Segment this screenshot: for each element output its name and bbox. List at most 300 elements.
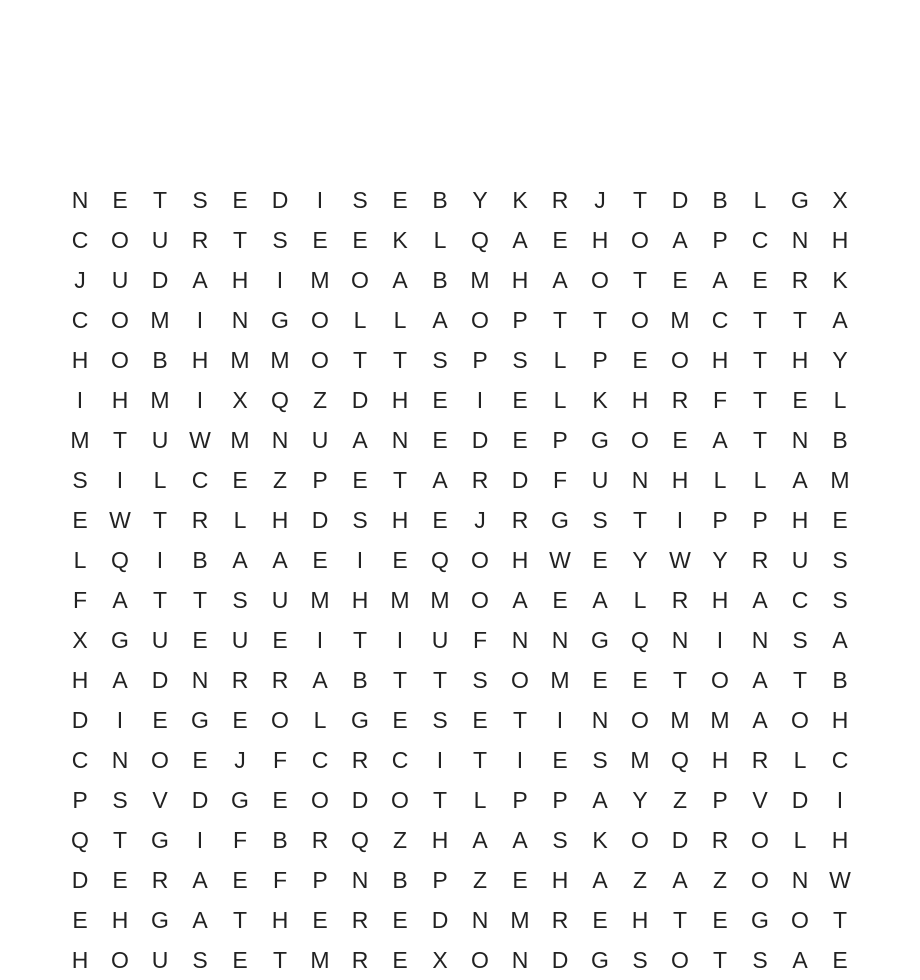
grid-cell[interactable]: E bbox=[432, 386, 448, 413]
grid-cell[interactable]: A bbox=[112, 586, 128, 613]
grid-cell[interactable]: X bbox=[232, 386, 248, 413]
grid-cell[interactable]: O bbox=[751, 866, 769, 893]
grid-cell[interactable]: A bbox=[192, 866, 208, 893]
grid-cell[interactable]: S bbox=[592, 746, 608, 773]
grid-cell[interactable]: C bbox=[71, 746, 89, 773]
grid-cell[interactable]: E bbox=[552, 586, 568, 613]
grid-cell[interactable]: G bbox=[271, 306, 289, 333]
grid-cell[interactable]: Y bbox=[712, 546, 728, 573]
grid-cell[interactable]: P bbox=[512, 306, 528, 333]
grid-cell[interactable]: P bbox=[552, 786, 568, 813]
grid-cell[interactable]: S bbox=[272, 226, 288, 253]
grid-cell[interactable]: O bbox=[711, 666, 729, 693]
grid-cell[interactable]: A bbox=[192, 906, 208, 933]
grid-cell[interactable]: K bbox=[512, 186, 528, 213]
grid-cell[interactable]: G bbox=[351, 706, 369, 733]
grid-cell[interactable]: P bbox=[712, 506, 728, 533]
grid-cell[interactable]: R bbox=[191, 226, 209, 253]
grid-cell[interactable]: P bbox=[592, 346, 608, 373]
grid-cell[interactable]: L bbox=[233, 506, 247, 533]
grid-cell[interactable]: E bbox=[312, 546, 328, 573]
grid-cell[interactable]: A bbox=[592, 586, 608, 613]
grid-cell[interactable]: O bbox=[391, 786, 409, 813]
grid-cell[interactable]: G bbox=[791, 186, 809, 213]
grid-cell[interactable]: A bbox=[752, 586, 768, 613]
grid-cell[interactable]: R bbox=[711, 826, 729, 853]
grid-cell[interactable]: H bbox=[271, 506, 289, 533]
grid-cell[interactable]: L bbox=[793, 746, 807, 773]
grid-cell[interactable]: E bbox=[672, 426, 688, 453]
grid-cell[interactable]: A bbox=[672, 866, 688, 893]
grid-cell[interactable]: N bbox=[111, 746, 129, 773]
grid-cell[interactable]: H bbox=[431, 826, 449, 853]
grid-cell[interactable]: N bbox=[351, 866, 369, 893]
grid-cell[interactable]: R bbox=[551, 906, 569, 933]
grid-cell[interactable]: T bbox=[592, 306, 608, 333]
grid-cell[interactable]: U bbox=[311, 426, 329, 453]
grid-cell[interactable]: D bbox=[551, 946, 569, 973]
grid-cell[interactable]: N bbox=[751, 626, 769, 653]
grid-cell[interactable]: I bbox=[436, 746, 444, 773]
grid-cell[interactable]: T bbox=[472, 746, 488, 773]
grid-cell[interactable]: M bbox=[510, 906, 530, 933]
grid-cell[interactable]: T bbox=[672, 906, 688, 933]
grid-cell[interactable]: S bbox=[752, 946, 768, 973]
grid-cell[interactable]: A bbox=[312, 666, 328, 693]
grid-cell[interactable]: H bbox=[351, 586, 369, 613]
grid-cell[interactable]: H bbox=[831, 706, 849, 733]
grid-cell[interactable]: R bbox=[471, 466, 489, 493]
grid-cell[interactable]: J bbox=[234, 746, 246, 773]
grid-cell[interactable]: N bbox=[71, 186, 89, 213]
grid-cell[interactable]: T bbox=[752, 386, 768, 413]
grid-cell[interactable]: R bbox=[671, 386, 689, 413]
grid-cell[interactable]: I bbox=[276, 266, 284, 293]
grid-cell[interactable]: N bbox=[191, 666, 209, 693]
grid-cell[interactable]: D bbox=[431, 906, 449, 933]
grid-cell[interactable]: E bbox=[352, 226, 368, 253]
grid-cell[interactable]: M bbox=[150, 306, 170, 333]
grid-cell[interactable]: A bbox=[712, 266, 728, 293]
grid-cell[interactable]: V bbox=[152, 786, 168, 813]
grid-cell[interactable]: L bbox=[473, 786, 487, 813]
grid-cell[interactable]: H bbox=[711, 746, 729, 773]
grid-cell[interactable]: O bbox=[311, 786, 329, 813]
grid-cell[interactable]: T bbox=[792, 666, 808, 693]
grid-cell[interactable]: P bbox=[512, 786, 528, 813]
grid-cell[interactable]: D bbox=[151, 266, 169, 293]
grid-cell[interactable]: T bbox=[352, 346, 368, 373]
grid-cell[interactable]: T bbox=[392, 466, 408, 493]
grid-cell[interactable]: O bbox=[671, 946, 689, 973]
grid-cell[interactable]: B bbox=[272, 826, 288, 853]
grid-cell[interactable]: B bbox=[392, 866, 408, 893]
grid-cell[interactable]: J bbox=[74, 266, 86, 293]
grid-cell[interactable]: E bbox=[392, 706, 408, 733]
grid-cell[interactable]: E bbox=[232, 946, 248, 973]
grid-cell[interactable]: X bbox=[832, 186, 848, 213]
grid-cell[interactable]: I bbox=[836, 786, 844, 813]
grid-cell[interactable]: P bbox=[72, 786, 88, 813]
grid-cell[interactable]: T bbox=[432, 666, 448, 693]
grid-cell[interactable]: J bbox=[594, 186, 606, 213]
grid-cell[interactable]: T bbox=[752, 426, 768, 453]
grid-cell[interactable]: S bbox=[192, 946, 208, 973]
grid-cell[interactable]: T bbox=[632, 266, 648, 293]
grid-cell[interactable]: A bbox=[832, 626, 848, 653]
grid-cell[interactable]: O bbox=[631, 306, 649, 333]
grid-cell[interactable]: Q bbox=[111, 546, 129, 573]
grid-cell[interactable]: M bbox=[310, 946, 330, 973]
grid-cell[interactable]: E bbox=[432, 506, 448, 533]
grid-cell[interactable]: S bbox=[432, 346, 448, 373]
grid-cell[interactable]: O bbox=[631, 826, 649, 853]
grid-cell[interactable]: Y bbox=[832, 346, 848, 373]
grid-cell[interactable]: H bbox=[511, 266, 529, 293]
grid-cell[interactable]: Z bbox=[392, 826, 408, 853]
grid-cell[interactable]: N bbox=[791, 866, 809, 893]
grid-cell[interactable]: E bbox=[312, 226, 328, 253]
grid-cell[interactable]: A bbox=[592, 866, 608, 893]
grid-cell[interactable]: Q bbox=[271, 386, 289, 413]
grid-cell[interactable]: O bbox=[791, 906, 809, 933]
grid-cell[interactable]: U bbox=[151, 626, 169, 653]
grid-cell[interactable]: D bbox=[151, 666, 169, 693]
grid-cell[interactable]: F bbox=[552, 466, 568, 493]
grid-cell[interactable]: A bbox=[512, 586, 528, 613]
grid-cell[interactable]: L bbox=[313, 706, 327, 733]
grid-cell[interactable]: O bbox=[471, 306, 489, 333]
grid-cell[interactable]: E bbox=[832, 506, 848, 533]
grid-cell[interactable]: H bbox=[791, 506, 809, 533]
grid-cell[interactable]: S bbox=[832, 546, 848, 573]
grid-cell[interactable]: T bbox=[112, 826, 128, 853]
grid-cell[interactable]: H bbox=[191, 346, 209, 373]
grid-cell[interactable]: A bbox=[552, 266, 568, 293]
grid-cell[interactable]: M bbox=[710, 706, 730, 733]
grid-cell[interactable]: C bbox=[311, 746, 329, 773]
grid-cell[interactable]: O bbox=[631, 226, 649, 253]
grid-cell[interactable]: W bbox=[549, 546, 571, 573]
grid-cell[interactable]: M bbox=[670, 706, 690, 733]
grid-cell[interactable]: G bbox=[751, 906, 769, 933]
grid-cell[interactable]: D bbox=[351, 786, 369, 813]
grid-cell[interactable]: K bbox=[592, 826, 608, 853]
grid-cell[interactable]: G bbox=[591, 426, 609, 453]
grid-cell[interactable]: H bbox=[711, 346, 729, 373]
grid-cell[interactable]: C bbox=[711, 306, 729, 333]
grid-cell[interactable]: P bbox=[432, 866, 448, 893]
grid-cell[interactable]: O bbox=[151, 746, 169, 773]
grid-cell[interactable]: R bbox=[311, 826, 329, 853]
grid-cell[interactable]: H bbox=[671, 466, 689, 493]
grid-cell[interactable]: A bbox=[512, 826, 528, 853]
grid-cell[interactable]: G bbox=[591, 946, 609, 973]
grid-cell[interactable]: H bbox=[591, 226, 609, 253]
grid-cell[interactable]: T bbox=[712, 946, 728, 973]
grid-cell[interactable]: N bbox=[511, 946, 529, 973]
grid-cell[interactable]: T bbox=[632, 186, 648, 213]
grid-cell[interactable]: Q bbox=[671, 746, 689, 773]
grid-cell[interactable]: H bbox=[631, 386, 649, 413]
grid-cell[interactable]: L bbox=[553, 386, 567, 413]
grid-cell[interactable]: W bbox=[189, 426, 211, 453]
grid-cell[interactable]: E bbox=[192, 626, 208, 653]
grid-cell[interactable]: A bbox=[792, 946, 808, 973]
grid-cell[interactable]: E bbox=[392, 906, 408, 933]
grid-cell[interactable]: E bbox=[512, 866, 528, 893]
grid-cell[interactable]: Y bbox=[472, 186, 488, 213]
grid-cell[interactable]: B bbox=[192, 546, 208, 573]
grid-cell[interactable]: P bbox=[552, 426, 568, 453]
grid-cell[interactable]: B bbox=[432, 186, 448, 213]
grid-cell[interactable]: O bbox=[471, 586, 489, 613]
grid-cell[interactable]: R bbox=[671, 586, 689, 613]
grid-cell[interactable]: D bbox=[71, 706, 89, 733]
grid-cell[interactable]: E bbox=[392, 186, 408, 213]
grid-cell[interactable]: E bbox=[512, 426, 528, 453]
grid-cell[interactable]: T bbox=[432, 786, 448, 813]
grid-cell[interactable]: G bbox=[151, 906, 169, 933]
grid-cell[interactable]: B bbox=[432, 266, 448, 293]
grid-cell[interactable]: Z bbox=[472, 866, 488, 893]
grid-cell[interactable]: S bbox=[352, 186, 368, 213]
grid-cell[interactable]: K bbox=[392, 226, 408, 253]
grid-cell[interactable]: M bbox=[630, 746, 650, 773]
grid-cell[interactable]: O bbox=[471, 946, 489, 973]
grid-cell[interactable]: I bbox=[76, 386, 84, 413]
grid-cell[interactable]: H bbox=[391, 386, 409, 413]
grid-cell[interactable]: K bbox=[592, 386, 608, 413]
grid-cell[interactable]: H bbox=[231, 266, 249, 293]
grid-cell[interactable]: O bbox=[751, 826, 769, 853]
grid-cell[interactable]: E bbox=[752, 266, 768, 293]
grid-cell[interactable]: Q bbox=[631, 626, 649, 653]
grid-cell[interactable]: T bbox=[672, 666, 688, 693]
grid-cell[interactable]: M bbox=[310, 266, 330, 293]
grid-cell[interactable]: Q bbox=[71, 826, 89, 853]
grid-cell[interactable]: O bbox=[111, 306, 129, 333]
grid-cell[interactable]: E bbox=[232, 706, 248, 733]
grid-cell[interactable]: I bbox=[556, 706, 564, 733]
grid-cell[interactable]: A bbox=[792, 466, 808, 493]
grid-cell[interactable]: I bbox=[156, 546, 164, 573]
grid-cell[interactable]: C bbox=[191, 466, 209, 493]
grid-cell[interactable]: D bbox=[471, 426, 489, 453]
grid-cell[interactable]: D bbox=[191, 786, 209, 813]
grid-cell[interactable]: F bbox=[272, 746, 288, 773]
grid-cell[interactable]: I bbox=[316, 626, 324, 653]
grid-cell[interactable]: J bbox=[474, 506, 486, 533]
grid-cell[interactable]: E bbox=[392, 946, 408, 973]
grid-cell[interactable]: D bbox=[511, 466, 529, 493]
grid-cell[interactable]: E bbox=[112, 186, 128, 213]
grid-cell[interactable]: Z bbox=[712, 866, 728, 893]
grid-cell[interactable]: X bbox=[72, 626, 88, 653]
grid-cell[interactable]: R bbox=[151, 866, 169, 893]
grid-cell[interactable]: W bbox=[109, 506, 131, 533]
grid-cell[interactable]: T bbox=[232, 906, 248, 933]
grid-cell[interactable]: S bbox=[592, 506, 608, 533]
grid-cell[interactable]: N bbox=[591, 706, 609, 733]
grid-cell[interactable]: M bbox=[270, 346, 290, 373]
grid-cell[interactable]: P bbox=[312, 866, 328, 893]
grid-cell[interactable]: I bbox=[516, 746, 524, 773]
grid-cell[interactable]: R bbox=[271, 666, 289, 693]
grid-cell[interactable]: F bbox=[472, 626, 488, 653]
grid-cell[interactable]: U bbox=[591, 466, 609, 493]
grid-cell[interactable]: N bbox=[271, 426, 289, 453]
grid-cell[interactable]: U bbox=[791, 546, 809, 573]
grid-cell[interactable]: Z bbox=[632, 866, 648, 893]
grid-cell[interactable]: H bbox=[831, 226, 849, 253]
grid-cell[interactable]: C bbox=[831, 746, 849, 773]
grid-cell[interactable]: U bbox=[231, 626, 249, 653]
grid-cell[interactable]: P bbox=[712, 226, 728, 253]
grid-cell[interactable]: A bbox=[752, 666, 768, 693]
grid-cell[interactable]: R bbox=[351, 746, 369, 773]
grid-cell[interactable]: H bbox=[111, 906, 129, 933]
grid-cell[interactable]: A bbox=[472, 826, 488, 853]
grid-cell[interactable]: P bbox=[712, 786, 728, 813]
grid-cell[interactable]: L bbox=[393, 306, 407, 333]
grid-cell[interactable]: M bbox=[830, 466, 850, 493]
grid-cell[interactable]: D bbox=[271, 186, 289, 213]
grid-cell[interactable]: O bbox=[311, 346, 329, 373]
grid-cell[interactable]: I bbox=[396, 626, 404, 653]
grid-cell[interactable]: A bbox=[432, 306, 448, 333]
grid-cell[interactable]: T bbox=[552, 306, 568, 333]
grid-cell[interactable]: E bbox=[272, 626, 288, 653]
grid-cell[interactable]: I bbox=[716, 626, 724, 653]
grid-cell[interactable]: N bbox=[231, 306, 249, 333]
grid-cell[interactable]: L bbox=[753, 186, 767, 213]
grid-cell[interactable]: B bbox=[712, 186, 728, 213]
grid-cell[interactable]: Z bbox=[672, 786, 688, 813]
grid-cell[interactable]: E bbox=[72, 506, 88, 533]
grid-cell[interactable]: E bbox=[192, 746, 208, 773]
grid-cell[interactable]: V bbox=[752, 786, 768, 813]
grid-cell[interactable]: E bbox=[712, 906, 728, 933]
grid-cell[interactable]: A bbox=[432, 466, 448, 493]
grid-cell[interactable]: I bbox=[116, 706, 124, 733]
grid-cell[interactable]: E bbox=[72, 906, 88, 933]
grid-cell[interactable]: L bbox=[713, 466, 727, 493]
grid-cell[interactable]: R bbox=[351, 906, 369, 933]
grid-cell[interactable]: R bbox=[551, 186, 569, 213]
grid-cell[interactable]: L bbox=[833, 386, 847, 413]
grid-cell[interactable]: T bbox=[152, 506, 168, 533]
grid-cell[interactable]: D bbox=[311, 506, 329, 533]
grid-cell[interactable]: S bbox=[112, 786, 128, 813]
grid-cell[interactable]: T bbox=[512, 706, 528, 733]
grid-cell[interactable]: Y bbox=[632, 786, 648, 813]
grid-cell[interactable]: A bbox=[272, 546, 288, 573]
grid-cell[interactable]: O bbox=[511, 666, 529, 693]
grid-cell[interactable]: L bbox=[73, 546, 87, 573]
grid-cell[interactable]: E bbox=[232, 186, 248, 213]
grid-cell[interactable]: H bbox=[711, 586, 729, 613]
grid-cell[interactable]: A bbox=[592, 786, 608, 813]
grid-cell[interactable]: E bbox=[232, 466, 248, 493]
grid-cell[interactable]: T bbox=[392, 346, 408, 373]
grid-cell[interactable]: H bbox=[831, 826, 849, 853]
grid-cell[interactable]: S bbox=[632, 946, 648, 973]
grid-cell[interactable]: E bbox=[152, 706, 168, 733]
grid-cell[interactable]: E bbox=[432, 426, 448, 453]
grid-cell[interactable]: E bbox=[552, 746, 568, 773]
grid-cell[interactable]: T bbox=[192, 586, 208, 613]
grid-cell[interactable]: N bbox=[471, 906, 489, 933]
grid-cell[interactable]: G bbox=[551, 506, 569, 533]
grid-cell[interactable]: E bbox=[592, 666, 608, 693]
grid-cell[interactable]: S bbox=[512, 346, 528, 373]
grid-cell[interactable]: M bbox=[390, 586, 410, 613]
grid-cell[interactable]: T bbox=[752, 346, 768, 373]
grid-cell[interactable]: S bbox=[472, 666, 488, 693]
grid-cell[interactable]: N bbox=[511, 626, 529, 653]
grid-cell[interactable]: R bbox=[751, 546, 769, 573]
grid-cell[interactable]: T bbox=[112, 426, 128, 453]
grid-cell[interactable]: E bbox=[312, 906, 328, 933]
grid-cell[interactable]: S bbox=[432, 706, 448, 733]
grid-cell[interactable]: N bbox=[391, 426, 409, 453]
grid-cell[interactable]: C bbox=[791, 586, 809, 613]
grid-cell[interactable]: E bbox=[632, 346, 648, 373]
grid-cell[interactable]: E bbox=[672, 266, 688, 293]
grid-cell[interactable]: Z bbox=[272, 466, 288, 493]
grid-cell[interactable]: A bbox=[752, 706, 768, 733]
grid-cell[interactable]: D bbox=[671, 186, 689, 213]
grid-cell[interactable]: C bbox=[71, 306, 89, 333]
grid-cell[interactable]: T bbox=[352, 626, 368, 653]
grid-cell[interactable]: E bbox=[272, 786, 288, 813]
grid-cell[interactable]: R bbox=[511, 506, 529, 533]
grid-cell[interactable]: I bbox=[196, 826, 204, 853]
grid-cell[interactable]: M bbox=[470, 266, 490, 293]
grid-cell[interactable]: H bbox=[791, 346, 809, 373]
grid-cell[interactable]: B bbox=[832, 666, 848, 693]
grid-cell[interactable]: O bbox=[791, 706, 809, 733]
grid-cell[interactable]: T bbox=[832, 906, 848, 933]
grid-cell[interactable]: T bbox=[272, 946, 288, 973]
grid-cell[interactable]: E bbox=[552, 226, 568, 253]
grid-cell[interactable]: I bbox=[676, 506, 684, 533]
grid-cell[interactable]: T bbox=[152, 586, 168, 613]
grid-cell[interactable]: L bbox=[633, 586, 647, 613]
grid-cell[interactable]: W bbox=[669, 546, 691, 573]
grid-cell[interactable]: S bbox=[832, 586, 848, 613]
grid-cell[interactable]: R bbox=[791, 266, 809, 293]
grid-cell[interactable]: K bbox=[832, 266, 848, 293]
grid-cell[interactable]: M bbox=[550, 666, 570, 693]
grid-cell[interactable]: H bbox=[71, 946, 89, 973]
grid-cell[interactable]: S bbox=[352, 506, 368, 533]
grid-cell[interactable]: M bbox=[430, 586, 450, 613]
grid-cell[interactable]: H bbox=[271, 906, 289, 933]
grid-cell[interactable]: G bbox=[231, 786, 249, 813]
grid-cell[interactable]: A bbox=[832, 306, 848, 333]
grid-cell[interactable]: L bbox=[753, 466, 767, 493]
grid-cell[interactable]: I bbox=[196, 306, 204, 333]
grid-cell[interactable]: I bbox=[316, 186, 324, 213]
grid-cell[interactable]: E bbox=[232, 866, 248, 893]
grid-cell[interactable]: E bbox=[832, 946, 848, 973]
grid-cell[interactable]: O bbox=[111, 226, 129, 253]
grid-cell[interactable]: P bbox=[472, 346, 488, 373]
grid-cell[interactable]: H bbox=[111, 386, 129, 413]
grid-cell[interactable]: E bbox=[472, 706, 488, 733]
